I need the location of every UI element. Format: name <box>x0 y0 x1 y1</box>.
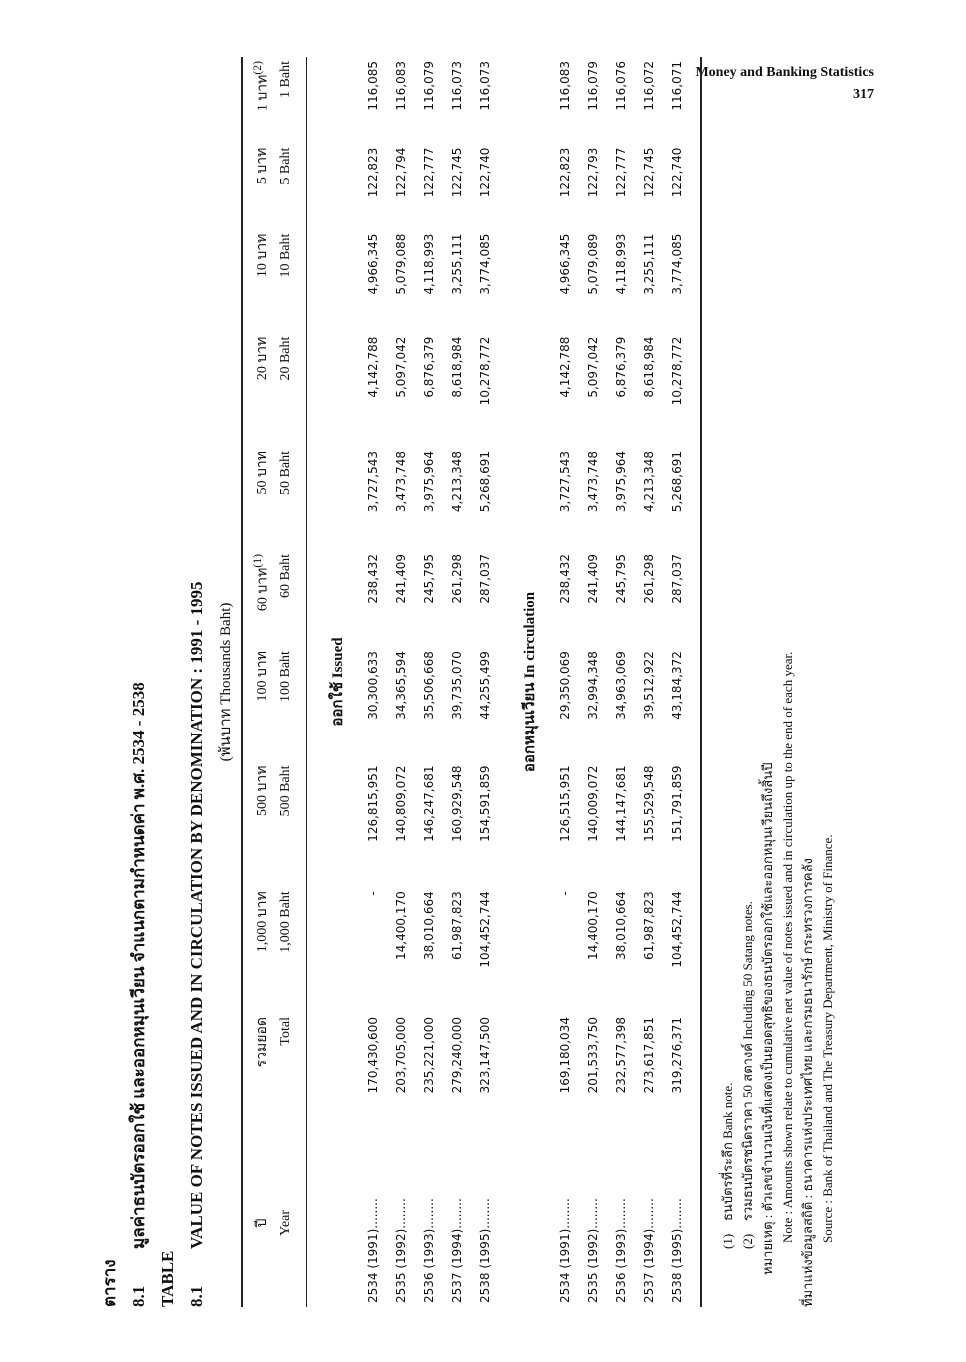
column-header-english: Year <box>276 1139 307 1307</box>
value-cell: 29,350,069 <box>557 651 572 720</box>
value-cell: 4,118,993 <box>613 233 628 295</box>
year-cell: 2538 (1995)........ <box>477 1198 492 1303</box>
table-row <box>471 57 499 1307</box>
value-cell: 14,400,170 <box>585 891 600 960</box>
value-cell: 3,975,964 <box>421 451 436 513</box>
table-row <box>415 57 443 1307</box>
value-cell: 4,142,788 <box>365 336 380 398</box>
column-header-thai-text: 1 บาท <box>255 74 271 112</box>
value-cell: 4,142,788 <box>557 336 572 398</box>
value-cell: 104,452,744 <box>477 891 492 968</box>
column-header-thai <box>242 230 276 333</box>
publication-title: Money and Banking Statistics <box>695 65 874 80</box>
value-cell: 3,774,085 <box>663 230 701 333</box>
column-header-thai-text: 5 บาท <box>255 147 271 185</box>
value-cell: 6,876,379 <box>421 336 436 398</box>
value-cell: 146,247,681 <box>421 765 436 842</box>
footnote-1-text: ธนบัตรที่ระลึก Bank note. <box>719 1082 735 1221</box>
year-cell: 2534 (1991)........ <box>365 1198 380 1303</box>
value-cell: 160,929,548 <box>449 765 464 842</box>
value-cell: 116,079 <box>421 61 436 111</box>
footnote-2-number: (2) <box>739 1233 755 1249</box>
footnote-2-text: รวมธนบัตรชนิดราคา 50 สตางค์ Including 50 Satang notes. <box>739 901 755 1221</box>
column-header-thai <box>242 57 276 144</box>
value-cell: 116,083 <box>557 61 572 111</box>
table-row <box>387 57 415 1307</box>
value-cell: 241,409 <box>585 554 600 604</box>
column-header-thai <box>242 447 276 550</box>
value-cell: 238,432 <box>557 554 572 604</box>
value-cell: 44,255,499 <box>477 651 492 720</box>
column-header-english: 5 Baht <box>276 144 307 230</box>
section-issued <box>306 57 499 1307</box>
value-cell: 154,591,859 <box>477 765 492 842</box>
column-header-thai-text: 100 บาท <box>255 651 271 702</box>
column-header-english: 50 Baht <box>276 447 307 550</box>
value-cell: 34,963,069 <box>613 651 628 720</box>
value-cell: 116,073 <box>477 61 492 111</box>
value-cell: 140,809,072 <box>393 765 408 842</box>
value-cell: 169,180,034 <box>557 1017 572 1094</box>
value-cell: 104,452,744 <box>663 887 701 1013</box>
value-cell: 4,213,348 <box>449 451 464 513</box>
source-thai: ที่มาแห่งข้อมูลสถิติ : ธนาคารแห่งประเทศไทย และกรมธนารักษ์ กระทรวงการคลัง <box>799 858 815 1307</box>
value-cell: 35,506,668 <box>421 651 436 720</box>
table-row <box>443 57 471 1307</box>
column-header-thai <box>242 1139 276 1307</box>
value-cell: 279,240,000 <box>449 1017 464 1094</box>
value-cell: 3,774,085 <box>477 233 492 295</box>
value-cell: 10,278,772 <box>477 336 492 406</box>
value-cell: 201,533,750 <box>585 1017 600 1094</box>
value-cell: 4,966,345 <box>365 233 380 295</box>
table-label-english: TABLE 8.1 <box>158 1250 206 1307</box>
value-cell: 5,079,089 <box>585 233 600 295</box>
value-cell: 122,793 <box>585 147 600 198</box>
table-row <box>607 57 635 1307</box>
column-header-thai-text: 10 บาท <box>255 233 271 278</box>
value-cell: 3,255,111 <box>641 233 656 295</box>
value-cell: 5,097,042 <box>585 336 600 398</box>
value-cell: - <box>557 891 572 896</box>
column-header-thai-text: ปี <box>255 1218 271 1228</box>
page-number: 317 <box>853 87 874 102</box>
value-cell: 3,975,964 <box>613 451 628 513</box>
column-header-thai-text: 60 บาท <box>255 567 271 612</box>
column-header-thai-text: 500 บาท <box>255 765 271 816</box>
value-cell: 151,791,859 <box>663 761 701 887</box>
value-cell: 8,618,984 <box>641 336 656 398</box>
remark-thai: หมายเหตุ : ตัวเลขจำนวนเงินที่แสดงเป็นยอดสุทธิของธนบัตรออกใช้และออกหมุนเวียนถึงสิ้นปี <box>759 762 775 1275</box>
table-title-thai <box>95 57 153 1307</box>
year-cell: 2538 (1995)........ <box>663 1139 701 1307</box>
value-cell: 3,727,543 <box>365 451 380 513</box>
value-cell: 61,987,823 <box>449 891 464 960</box>
value-cell: 5,268,691 <box>477 451 492 513</box>
column-header-thai-text: 20 บาท <box>255 336 271 381</box>
unit-label: (พันบาท Thousands Baht) <box>218 602 234 762</box>
value-cell: 238,432 <box>365 554 380 604</box>
column-header-thai <box>242 761 276 887</box>
year-cell: 2536 (1993)........ <box>421 1198 436 1303</box>
table-row <box>663 57 701 1307</box>
value-cell: 122,823 <box>557 147 572 198</box>
value-cell: 3,473,748 <box>393 451 408 513</box>
value-cell: 241,409 <box>393 554 408 604</box>
value-cell: 3,255,111 <box>449 233 464 295</box>
value-cell: 4,213,348 <box>641 451 656 513</box>
table-row <box>579 57 607 1307</box>
value-cell: 273,617,851 <box>641 1017 656 1094</box>
remark-english: Note : Amounts shown relate to cumulative net value of notes issued and in circulation up to the end of each year. <box>779 651 795 1243</box>
section-in-circulation <box>499 57 701 1307</box>
year-cell: 2535 (1992)........ <box>393 1198 408 1303</box>
column-header-thai-text: 50 บาท <box>255 451 271 495</box>
table-row <box>635 57 663 1307</box>
value-cell: 122,740 <box>663 144 701 230</box>
value-cell: 245,795 <box>421 554 436 604</box>
value-cell: 10,278,772 <box>663 333 701 447</box>
year-cell: 2534 (1991)........ <box>557 1198 572 1303</box>
notes-table <box>241 57 702 1307</box>
section-title-row <box>306 57 359 1307</box>
value-cell: 122,740 <box>477 147 492 198</box>
value-cell: 116,076 <box>613 61 628 111</box>
value-cell: 122,777 <box>613 147 628 198</box>
value-cell: 232,577,398 <box>613 1017 628 1094</box>
column-header-english: Total <box>276 1013 307 1139</box>
value-cell: 8,618,984 <box>449 336 464 398</box>
value-cell: 39,735,070 <box>449 651 464 720</box>
value-cell: 30,300,633 <box>365 651 380 720</box>
value-cell: 38,010,664 <box>421 891 436 960</box>
value-cell: 287,037 <box>477 554 492 604</box>
value-cell: 122,745 <box>449 147 464 198</box>
value-cell: 323,147,500 <box>477 1017 492 1094</box>
table-label-thai: ตาราง 8.1 <box>100 1259 148 1307</box>
value-cell: 5,079,088 <box>393 233 408 295</box>
value-cell: 3,727,543 <box>557 451 572 513</box>
value-cell: 116,083 <box>393 61 408 111</box>
value-cell: 126,815,951 <box>365 765 380 842</box>
table-row <box>359 57 387 1307</box>
table-title-english-text: VALUE OF NOTES ISSUED AND IN CIRCULATION BY DENOMINATION : 1991 - 1995 <box>187 581 206 1249</box>
value-cell: 122,794 <box>393 147 408 198</box>
section-title: ออกหมุนเวียน In circulation <box>521 591 538 773</box>
table-row <box>551 57 579 1307</box>
column-header-english: 60 Baht <box>276 550 307 647</box>
footnote-1-number: (1) <box>719 1233 735 1249</box>
table-title-english <box>153 57 211 1307</box>
column-header-thai <box>242 550 276 647</box>
value-cell: 6,876,379 <box>613 336 628 398</box>
column-header-english: 1 Baht <box>276 57 307 144</box>
value-cell: 126,515,951 <box>557 765 572 842</box>
value-cell: 3,473,748 <box>585 451 600 513</box>
column-header-english: 10 Baht <box>276 230 307 333</box>
value-cell: 235,221,000 <box>421 1017 436 1094</box>
table-block <box>95 57 838 1307</box>
value-cell: 319,276,371 <box>663 1013 701 1139</box>
value-cell: 122,823 <box>365 147 380 198</box>
column-header-english: 20 Baht <box>276 333 307 447</box>
column-header-thai <box>242 144 276 230</box>
column-header-thai <box>242 333 276 447</box>
header-row-english <box>276 57 307 1307</box>
column-header-thai <box>242 647 276 761</box>
year-cell: 2537 (1994)........ <box>641 1198 656 1303</box>
value-cell: 34,365,594 <box>393 651 408 720</box>
header-row-thai <box>242 57 276 1307</box>
value-cell: 4,966,345 <box>557 233 572 295</box>
value-cell: 122,777 <box>421 147 436 198</box>
value-cell: 32,994,348 <box>585 651 600 720</box>
column-header-thai <box>242 887 276 1013</box>
value-cell: 116,073 <box>449 61 464 111</box>
table-title-thai-text: มูลค่าธนบัตรออกใช้ และออกหมุนเวียน จำแนกตามกำหนดค่า พ.ศ. 2534 - 2538 <box>129 682 148 1249</box>
column-header-thai <box>242 1013 276 1139</box>
year-cell: 2536 (1993)........ <box>613 1198 628 1303</box>
value-cell: 61,987,823 <box>641 891 656 960</box>
value-cell: 261,298 <box>449 554 464 604</box>
section-title: ออกใช้ Issued <box>329 637 346 727</box>
footnote-2 <box>738 57 758 1307</box>
value-cell: 116,085 <box>365 61 380 111</box>
value-cell: - <box>365 891 380 896</box>
value-cell: 170,430,600 <box>365 1017 380 1094</box>
value-cell: 140,009,072 <box>585 765 600 842</box>
year-cell: 2537 (1994)........ <box>449 1198 464 1303</box>
value-cell: 245,795 <box>613 554 628 604</box>
value-cell: 116,071 <box>663 57 701 144</box>
value-cell: 287,037 <box>663 550 701 647</box>
value-cell: 116,079 <box>585 61 600 111</box>
column-header-english: 1,000 Baht <box>276 887 307 1013</box>
footnote-1 <box>718 57 738 1307</box>
value-cell: 39,512,922 <box>641 651 656 720</box>
value-cell: 14,400,170 <box>393 891 408 960</box>
value-cell: 38,010,664 <box>613 891 628 960</box>
value-cell: 4,118,993 <box>421 233 436 295</box>
value-cell: 5,097,042 <box>393 336 408 398</box>
footnote-marker: (2) <box>251 61 264 75</box>
value-cell: 122,745 <box>641 147 656 198</box>
column-header-english: 100 Baht <box>276 647 307 761</box>
value-cell: 144,147,681 <box>613 765 628 842</box>
column-header-thai-text: 1,000 บาท <box>255 891 271 953</box>
value-cell: 116,072 <box>641 61 656 111</box>
table-notes <box>718 57 838 1307</box>
value-cell: 155,529,548 <box>641 765 656 842</box>
column-header-thai-text: รวมยอด <box>255 1017 271 1068</box>
footnote-marker: (1) <box>251 554 264 568</box>
value-cell: 261,298 <box>641 554 656 604</box>
section-title-row <box>499 57 551 1307</box>
value-cell: 203,705,000 <box>393 1017 408 1094</box>
value-cell: 43,184,372 <box>663 647 701 761</box>
source-english: Source : Bank of Thailand and The Treasury Department, Ministry of Finance. <box>819 834 835 1243</box>
value-cell: 5,268,691 <box>663 447 701 550</box>
year-cell: 2535 (1992)........ <box>585 1198 600 1303</box>
column-header-english: 500 Baht <box>276 761 307 887</box>
